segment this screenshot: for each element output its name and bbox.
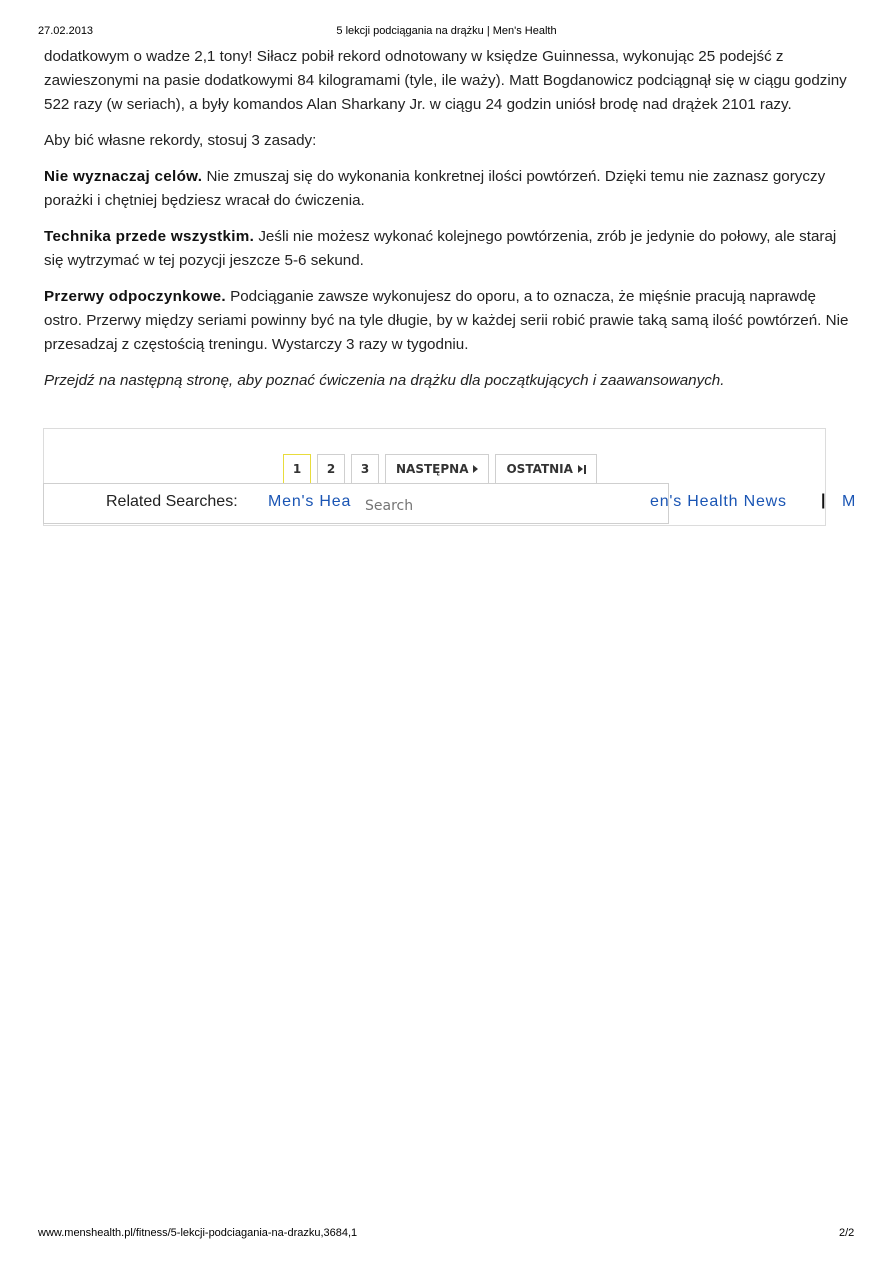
last-page-label: OSTATNIA (506, 462, 573, 476)
article-body (44, 45, 854, 405)
print-url: www.menshealth.pl/fitness/5-lekcji-podciagania-na-drazku,3684,1 (38, 1227, 358, 1239)
related-search-link[interactable]: M (842, 493, 856, 510)
article-paragraph: dodatkowym o wadze 2,1 tony! Siłacz pobił rekord odnotowany w księdze Guinnessa, wykonując 25 podejść z zawieszonymi na pasie dodatkowymi 84 kilogramami (tyle, ile waży). Matt Bogdanowicz podciągnął się w ciągu godziny 522 razy (w seriach), a były komandos Alan Sharkany Jr. w ciągu 24 godzin uniósł brodę nad drążek 2101 razy. (44, 48, 847, 113)
next-page-button[interactable] (385, 454, 489, 484)
rule-heading: Technika przede wszystkim. (44, 228, 255, 245)
print-page-title: 5 lekcji podciągania na drążku | Men's Health (336, 25, 557, 37)
article-paragraph (44, 165, 854, 213)
pagination (283, 454, 597, 484)
related-search-link[interactable]: en's Health News (650, 493, 787, 510)
related-search-link[interactable]: Men's Hea (268, 493, 352, 510)
print-page-number: 2/2 (839, 1227, 855, 1239)
page-button-2[interactable]: 2 (317, 454, 345, 484)
rule-heading: Nie wyznaczaj celów. (44, 168, 203, 185)
rule-text: Jeśli nie możesz wykonać kolejnego powtórzenia, zrób je jedynie do połowy, ale staraj się wytrzymać w tej pozycji jeszcze 5-6 sekund. (44, 228, 837, 269)
rule-text: Podciąganie zawsze wykonujesz do oporu, a to oznacza, że mięśnie pracują naprawdę ostro. Przerwy między seriami powinny być na tyle długie, by w każdej serii robić prawie taką samą ilość powtórzeń. Nie przesadzaj z częstością treningu. Wystarczy 3 razy w tygodniu. (44, 288, 849, 353)
rule-text: Nie zmuszaj się do wykonania konkretnej ilości powtórzeń. Dzięki temu nie zaznasz goryczy porażki i chętniej będziesz wracał do ćwiczenia. (44, 168, 826, 209)
print-date: 27.02.2013 (38, 25, 94, 37)
rule-heading: Przerwy odpoczynkowe. (44, 288, 226, 305)
search-input[interactable] (361, 492, 489, 520)
arrow-right-icon (473, 465, 478, 473)
last-page-button[interactable] (495, 454, 596, 484)
page-button-1[interactable]: 1 (283, 454, 311, 484)
next-page-note: Przejdź na następną stronę, aby poznać ćwiczenia na drążku dla początkujących i zaawansowanych. (44, 372, 725, 389)
article-paragraph (44, 285, 854, 357)
link-separator: | (821, 492, 826, 509)
article-paragraph: Aby bić własne rekordy, stosuj 3 zasady: (44, 132, 317, 149)
article-paragraph (44, 225, 854, 273)
skip-to-end-icon (578, 465, 586, 474)
related-searches-label: Related Searches: (106, 493, 238, 510)
next-page-label: NASTĘPNA (396, 462, 469, 476)
page-button-3[interactable]: 3 (351, 454, 379, 484)
